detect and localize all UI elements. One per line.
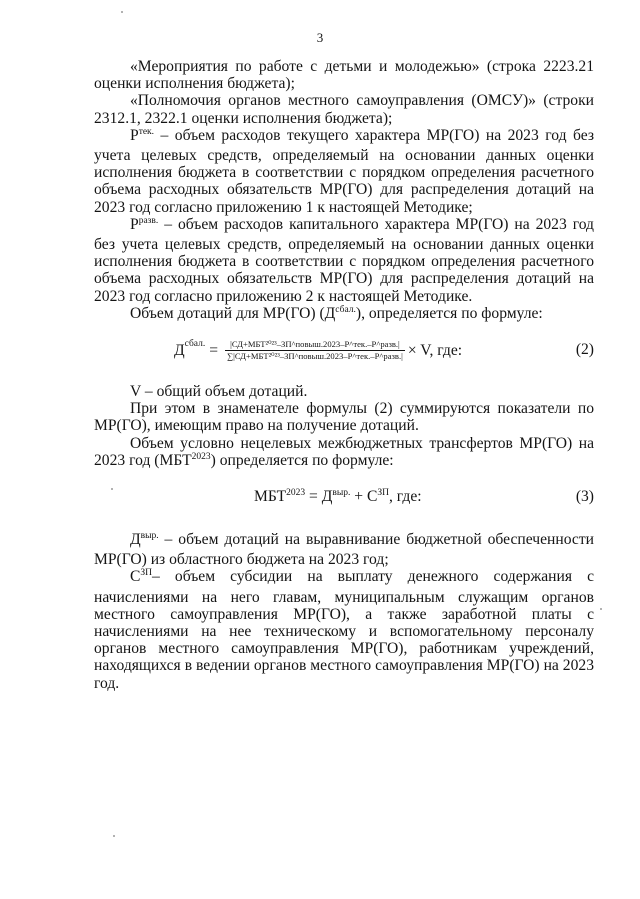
paragraph-capital-expenses bbox=[94, 216, 594, 305]
term1-superscript: выр. bbox=[332, 488, 351, 499]
formula-3-expression bbox=[254, 488, 422, 508]
intro-text-end: ), определяется по формуле: bbox=[355, 304, 543, 322]
superscript-2023: 2023 bbox=[191, 451, 211, 462]
formula-lhs: МБТ bbox=[254, 488, 287, 506]
symbol-d: Д bbox=[130, 531, 141, 549]
paragraph-current-expenses bbox=[94, 127, 594, 216]
paragraph-youth-events: «Мероприятия по работе с детьми и молодежью» (строка 2223.21 оценки исполнения бюджета); bbox=[94, 58, 594, 93]
symbol-r: Р bbox=[130, 126, 139, 144]
symbol-r: Р bbox=[130, 215, 139, 233]
definition-text: – объем расходов текущего характера МР(ГО) на 2023 год без учета целевых средств, определяемый на основании данных оценки исполнения бюджета в соответствии с порядком определения расчетного объема расходных обязательств МР(ГО) для распределения дотаций на 2023 год согласно приложению 1 к настоящей Методике; bbox=[94, 126, 594, 216]
intro-text: Объем дотаций для МР(ГО) (Д bbox=[130, 304, 336, 322]
equation-number: (2) bbox=[575, 341, 594, 359]
paragraph-v-definition: V – общий объем дотаций. bbox=[130, 383, 308, 401]
superscript-razv: разв. bbox=[138, 215, 159, 226]
superscript-sbal: сбал. bbox=[335, 304, 356, 315]
formula-lhs-superscript: 2023 bbox=[286, 488, 306, 499]
formula-lhs: Д bbox=[174, 341, 185, 359]
scan-speck bbox=[600, 608, 602, 610]
paragraph-dvyr-definition bbox=[94, 531, 594, 568]
formula-tail: , где: bbox=[389, 488, 422, 506]
paragraph-formula-intro bbox=[94, 305, 594, 325]
equals-sign: = bbox=[209, 341, 219, 359]
fraction bbox=[225, 339, 405, 362]
definition-text: – объем дотаций на выравнивание бюджетной обеспеченности МР(ГО) из областного бюджета на 2023 год; bbox=[94, 531, 594, 569]
fraction-numerator: |СД+МБТ²⁰²³–ЗП^повыш.2023–Р^тек.–Р^разв.| bbox=[230, 339, 400, 350]
term2-superscript: ЗП bbox=[377, 488, 389, 499]
scan-speck bbox=[121, 11, 123, 13]
document-body bbox=[94, 58, 594, 692]
formula-2 bbox=[94, 325, 594, 383]
formula-2-expression bbox=[174, 339, 462, 362]
paragraph-szp-definition bbox=[94, 568, 594, 691]
formula-lhs-superscript: сбал. bbox=[184, 338, 206, 349]
scan-speck bbox=[111, 488, 113, 490]
formula-rhs: × V, где: bbox=[407, 341, 463, 359]
paragraph-mbt-intro bbox=[94, 435, 594, 472]
scan-speck bbox=[113, 835, 115, 837]
definition-text: – объем расходов капитального характера МР(ГО) на 2023 год без учета целевых средств, определяемый на основании данных оценки исполнения бюджета в соответствии с порядком определения расчетного объема расходных обязательств МР(ГО) для распределения дотаций на 2023 год согласно приложению 2 к настоящей Методике. bbox=[94, 215, 594, 305]
page-number: 3 bbox=[316, 30, 324, 45]
equals-term: = Д bbox=[305, 488, 333, 506]
symbol-s: С bbox=[130, 568, 141, 586]
superscript-tek: тек. bbox=[138, 126, 155, 137]
intro-text-end: ) определяется по формуле: bbox=[210, 451, 394, 469]
superscript-vyr: выр. bbox=[140, 531, 159, 542]
formula-3 bbox=[94, 472, 594, 522]
paragraph-omsu-powers: «Полномочия органов местного самоуправления (ОМСУ)» (строки 2312.1, 2322.1 оценки исполнения бюджета); bbox=[94, 92, 594, 127]
intro-text: Объем условно нецелевых межбюджетных трансфертов МР(ГО) на 2023 год (МБТ bbox=[94, 434, 594, 469]
superscript-zp: ЗП bbox=[140, 568, 153, 579]
paragraph-denominator-note: При этом в знаменателе формулы (2) суммируются показатели по МР(ГО), имеющим право на получение дотаций. bbox=[94, 400, 594, 435]
equation-number: (3) bbox=[575, 488, 594, 506]
plus-term: + С bbox=[350, 488, 378, 506]
fraction-denominator: ∑|СД+МБТ²⁰²³–ЗП^повыш.2023–Р^тек.–Р^разв.| bbox=[227, 351, 403, 362]
definition-text: – объем субсидии на выплату денежного содержания с начислениями на него главам, муниципальным служащим органов местного самоуправления МР(ГО), а также заработной платы с начислениями на нее техническому и вспомогательному персоналу органов местного самоуправления МР(ГО), работникам учреждений, находящихся в ведении органов местного самоуправления МР(ГО) на 2023 год. bbox=[94, 568, 594, 692]
